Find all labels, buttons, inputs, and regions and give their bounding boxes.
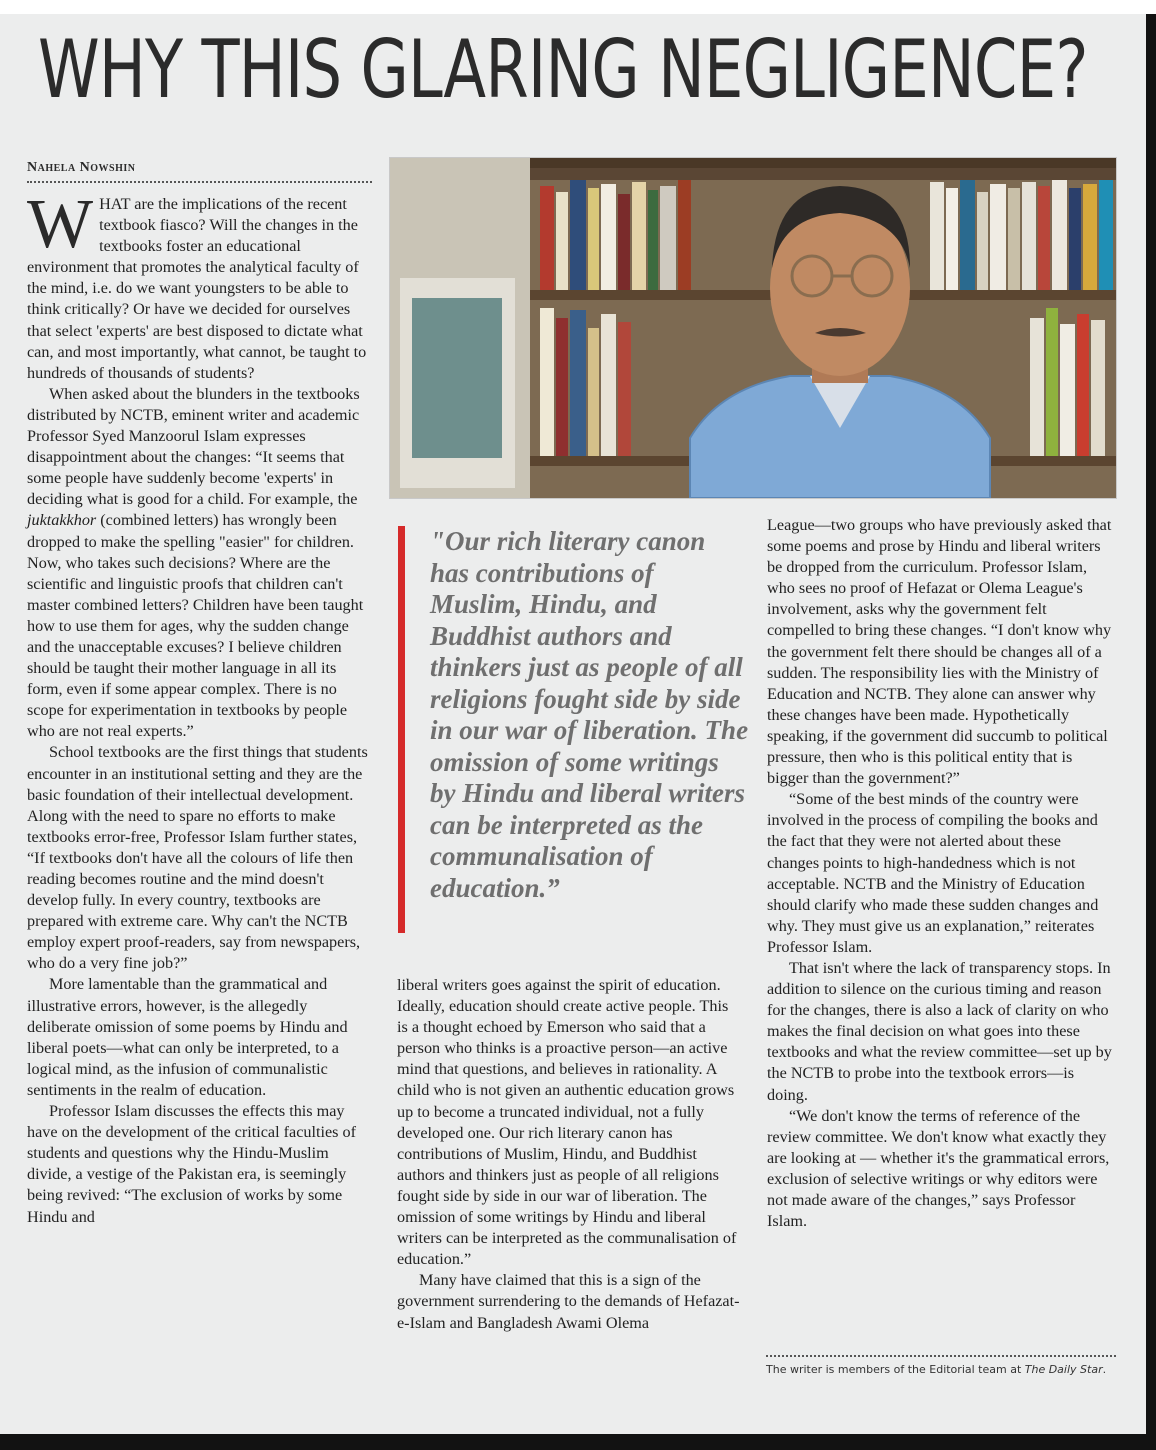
paragraph-2-text-b: (combined letters) has wrongly been dropped to make the spelling "easier" for children. Now, who takes such decisions? Where are the scientific and linguistic proofs that children can't master combined letters? Children have been taught how to use them for ages, why the sudden change and the unacceptable excuses? I believe children should be taught their mother language in all its form, even if some appear complex. There is no scope for experimentation in textbooks by people who are not real experts.” (27, 511, 364, 741)
paragraph-2-italic: juktakkhor (27, 511, 97, 530)
page-edge-bottom (0, 1434, 1156, 1450)
headline: WHY THIS GLARING NEGLIGENCE? (38, 23, 1088, 116)
footnote-end: . (1102, 1363, 1107, 1376)
footnote-divider (766, 1355, 1116, 1357)
professor-portrait-icon (390, 158, 1116, 498)
paragraph-3: School textbooks are the first things that students encounter in an institutional setting and they are the basic foundation of their intellectual development. Along with the need to spare no efforts to make textbooks error-free, Professor Islam further states, “If textbooks don't have all the colours of life then reading becomes routine and the mind doesn't develop fully. In every country, textbooks are prepared with extreme care. Why can't the NCTB employ expert proof-readers, say from newspapers, who do a very fine job?” (27, 743, 368, 973)
byline-divider (27, 181, 372, 183)
pull-quote-bar (398, 526, 405, 933)
paragraph-1 (27, 186, 373, 384)
column-3-paragraph-4: “We don't know the terms of reference of the review committee. We don't know what exactly they are looking at — whether it's the grammatical errors, exclusion of selective writings or why editors were not made aware of the changes,” says Professor Islam. (767, 1106, 1110, 1231)
paragraph-2 (27, 384, 373, 743)
column-2-paragraph-2: Many have claimed that this is a sign of the government surrendering to the demands of Hefazat-e-Islam and Bangladesh Awami Olema (397, 1271, 740, 1332)
column-2 (397, 975, 742, 1334)
footnote (766, 1362, 1116, 1377)
footnote-publication: The Daily Star (1024, 1363, 1103, 1376)
professor-photo (389, 157, 1117, 499)
column-2-paragraph-1: liberal writers goes against the spirit of education. Ideally, education should create active people. This is a thought echoed by Emerson who said that a person who thinks is a proactive person—an active mind that questions, and believes in rationality. A child who is not given an authentic education grows up to become a truncated individual, not a fully developed one. Our rich literary canon has contributions of Muslim, Hindu, and Buddhist authors and thinkers just as people of all religions fought side by side in our war of liberation. The omission of some writings by Hindu and liberal writers can be interpreted as the communalisation of education.” (397, 976, 737, 1269)
byline: Nahela Nowshin (27, 160, 136, 175)
column-3-paragraph-1: League—two groups who have previously asked that some poems and prose by Hindu and liberal writers be dropped from the curriculum. Professor Islam, who sees no proof of Hefazat or Olema League's involvement, asks why the government felt compelled to bring these changes. “I don't know why the government felt there should be changes all of a sudden. The responsibility lies with the Ministry of Education and NCTB. They alone can answer why these changes have been made. Hypothetically speaking, if the government did succumb to political pressure, then who is this political entity that is bigger than the government?” (767, 516, 1112, 788)
paragraph-4: More lamentable than the grammatical and illustrative errors, however, is the allegedly deliberate omission of some poems by Hindu and liberal poets—what can only be interpreted, to a logical mind, as the infusion of communalistic sentiments in the realm of education. (27, 975, 348, 1099)
pull-quote (398, 526, 748, 933)
column-3-paragraph-2: “Some of the best minds of the country were involved in the process of compiling the books and the fact that they were not alerted about these changes points to high-handedness which is not acceptable. NCTB and the Ministry of Education should clarify who made these sudden changes and why. They must give us an explanation,” reiterates Professor Islam. (767, 790, 1099, 956)
page-edge-right (1146, 14, 1156, 1450)
drop-cap: W (27, 186, 94, 263)
paragraph-1-text: HAT are the implications of the recent textbook fiasco? Will the changes in the textbooks foster an educational environment that promotes the analytical faculty of the mind, i.e. do we want youngsters to be able to think critically? Or have we decided for ourselves that select 'experts' are best disposed to dictate what can, and most importantly, what cannot, be taught to hundreds of thousands of students? (27, 195, 367, 382)
footnote-text: The writer is members of the Editorial team at (766, 1363, 1025, 1376)
column-1 (27, 186, 373, 1228)
column-3 (767, 515, 1117, 1232)
column-3-paragraph-3: That isn't where the lack of transparency stops. In addition to silence on the curious timing and reason for the changes, there is also a lack of clarity on who makes the final decision on what goes into these textbooks and what the review committee—set up by the NCTB to probe into the textbook errors—is doing. (767, 958, 1112, 1104)
paragraph-5: Professor Islam discusses the effects this may have on the development of the critical faculties of students and questions why the Hindu-Muslim divide, a vestige of the Pakistan era, is seemingly being revived: “The exclusion of works by some Hindu and (27, 1102, 357, 1226)
pull-quote-text: "Our rich literary canon has contributions of Muslim, Hindu, and Buddhist authors and thinkers just as people of all religions fought side by side in our war of liberation. The omission of some writings by Hindu and liberal writers can be interpreted as the communalisation of education.” (430, 526, 749, 903)
paragraph-2-text-a: When asked about the blunders in the textbooks distributed by NCTB, eminent writer and academic Professor Syed Manzoorul Islam expresses disappointment about the changes: “It seems that some people have suddenly become 'experts' in deciding what is good for a child. For example, the (27, 384, 360, 509)
